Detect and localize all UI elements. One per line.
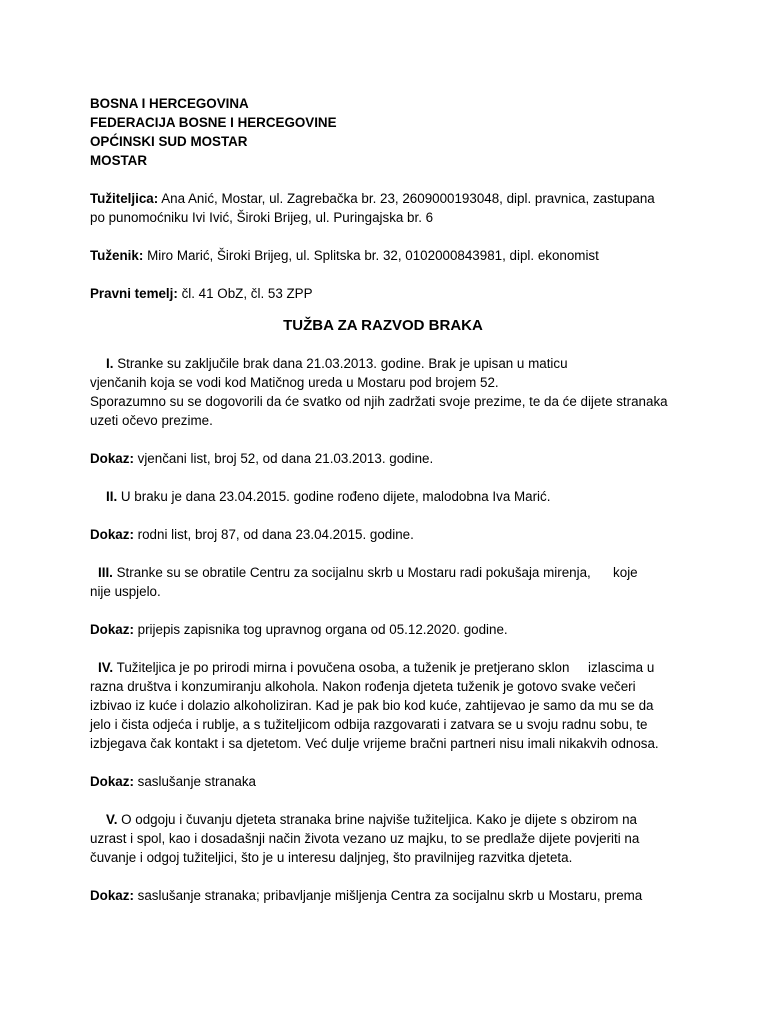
court-line: MOSTAR [90, 153, 148, 168]
defendant-label: Tuženik: [90, 248, 144, 263]
document-title: TUŽBA ZA RAZVOD BRAKA [283, 317, 483, 334]
section-line: vjenčanih koja se vodi kod Matičnog ureda u Mostaru pod brojem 52. [90, 375, 499, 390]
section-line: izbjegava čak kontakt i sa djetetom. Već dulje vrijeme bračni partneri nisu imali nikakvih odnosa. [90, 736, 659, 751]
defendant-text: Miro Marić, Široki Brijeg, ul. Splitska br. 32, 0102000843981, dipl. ekonomist [147, 248, 599, 263]
section-number: IV. [98, 660, 114, 675]
section-line: O odgoju i čuvanju djeteta stranaka brine najviše tužiteljica. Kako je dijete s obzirom na [121, 812, 637, 827]
section-line: uzeti očevo prezime. [90, 413, 213, 428]
evidence-label: Dokaz: [90, 774, 134, 789]
section-line: izbivao iz kuće i dolazio alkoholiziran. Kad je pak bio kod kuće, zahtijevao je samo da mu se da [90, 698, 654, 713]
plaintiff-label: Tužiteljica: [90, 191, 159, 206]
section-2 [90, 487, 690, 506]
evidence-label: Dokaz: [90, 622, 134, 637]
section-1 [90, 354, 690, 430]
section-number: III. [98, 565, 113, 580]
evidence-5 [90, 886, 690, 905]
plaintiff-text-line1: Ana Anić, Mostar, ul. Zagrebačka br. 23, 2609000193048, dipl. pravnica, zastupana [161, 191, 655, 206]
section-line: Stranke su zaključile brak dana 21.03.2013. godine. Brak je upisan u maticu [117, 356, 568, 371]
court-line: BOSNA I HERCEGOVINA [90, 96, 249, 111]
section-4 [90, 658, 690, 753]
section-number: I. [106, 356, 114, 371]
legal-basis-block [90, 284, 690, 303]
plaintiff-block [90, 189, 690, 227]
section-line: čuvanje i odgoj tužiteljici, što je u interesu daljnjeg, što pravilnijeg razvitka djeteta. [90, 850, 573, 865]
evidence-text: saslušanje stranaka [137, 774, 256, 789]
court-header [90, 94, 690, 170]
evidence-label: Dokaz: [90, 527, 134, 542]
document-page [90, 94, 690, 905]
evidence-2 [90, 525, 690, 544]
section-line: jelo i čista odjeća i rublje, a s tužiteljicom odbija razgovarati i zatvara se u svoju radnu sobu, te [90, 717, 648, 732]
evidence-text: vjenčani list, broj 52, od dana 21.03.2013. godine. [137, 451, 434, 466]
court-line: FEDERACIJA BOSNE I HERCEGOVINE [90, 115, 337, 130]
evidence-4 [90, 772, 690, 791]
evidence-label: Dokaz: [90, 888, 134, 903]
evidence-text: saslušanje stranaka; pribavljanje mišljenja Centra za socijalnu skrb u Mostaru, prema [137, 888, 643, 903]
evidence-text: prijepis zapisnika tog upravnog organa od 05.12.2020. godine. [137, 622, 508, 637]
section-number: II. [106, 489, 118, 504]
legal-basis-label: Pravni temelj: [90, 286, 178, 301]
evidence-3 [90, 620, 690, 639]
court-line: OPĆINSKI SUD MOSTAR [90, 134, 248, 149]
plaintiff-text-line2: po punomoćniku Ivi Ivić, Široki Brijeg, ul. Puringajska br. 6 [90, 210, 434, 225]
section-line: U braku je dana 23.04.2015. godine rođeno dijete, malodobna Iva Marić. [120, 489, 551, 504]
section-line: Stranke su se obratile Centru za socijalnu skrb u Mostaru radi pokušaja mirenja, koje [116, 565, 638, 580]
section-line: uzrast i spol, kao i dosadašnji način života vezano uz majku, to se predlaže dijete povjeriti na [90, 831, 640, 846]
section-line: Sporazumno su se dogovorili da će svatko od njih zadržati svoje prezime, te da će dijete stranaka [90, 394, 668, 409]
section-number: V. [106, 812, 118, 827]
legal-basis-text: čl. 41 ObZ, čl. 53 ZPP [181, 286, 313, 301]
section-line: razna društva i konzumiranju alkohola. Nakon rođenja djeteta tuženik je gotovo svake večeri [90, 679, 636, 694]
section-3 [90, 563, 690, 601]
evidence-text: rodni list, broj 87, od dana 23.04.2015. godine. [137, 527, 414, 542]
evidence-1 [90, 449, 690, 468]
section-line: Tužiteljica je po prirodi mirna i povučena osoba, a tuženik je pretjerano sklon izlascima u [116, 660, 655, 675]
defendant-block [90, 246, 690, 265]
section-line: nije uspjelo. [90, 584, 161, 599]
section-5 [90, 810, 690, 867]
evidence-label: Dokaz: [90, 451, 134, 466]
